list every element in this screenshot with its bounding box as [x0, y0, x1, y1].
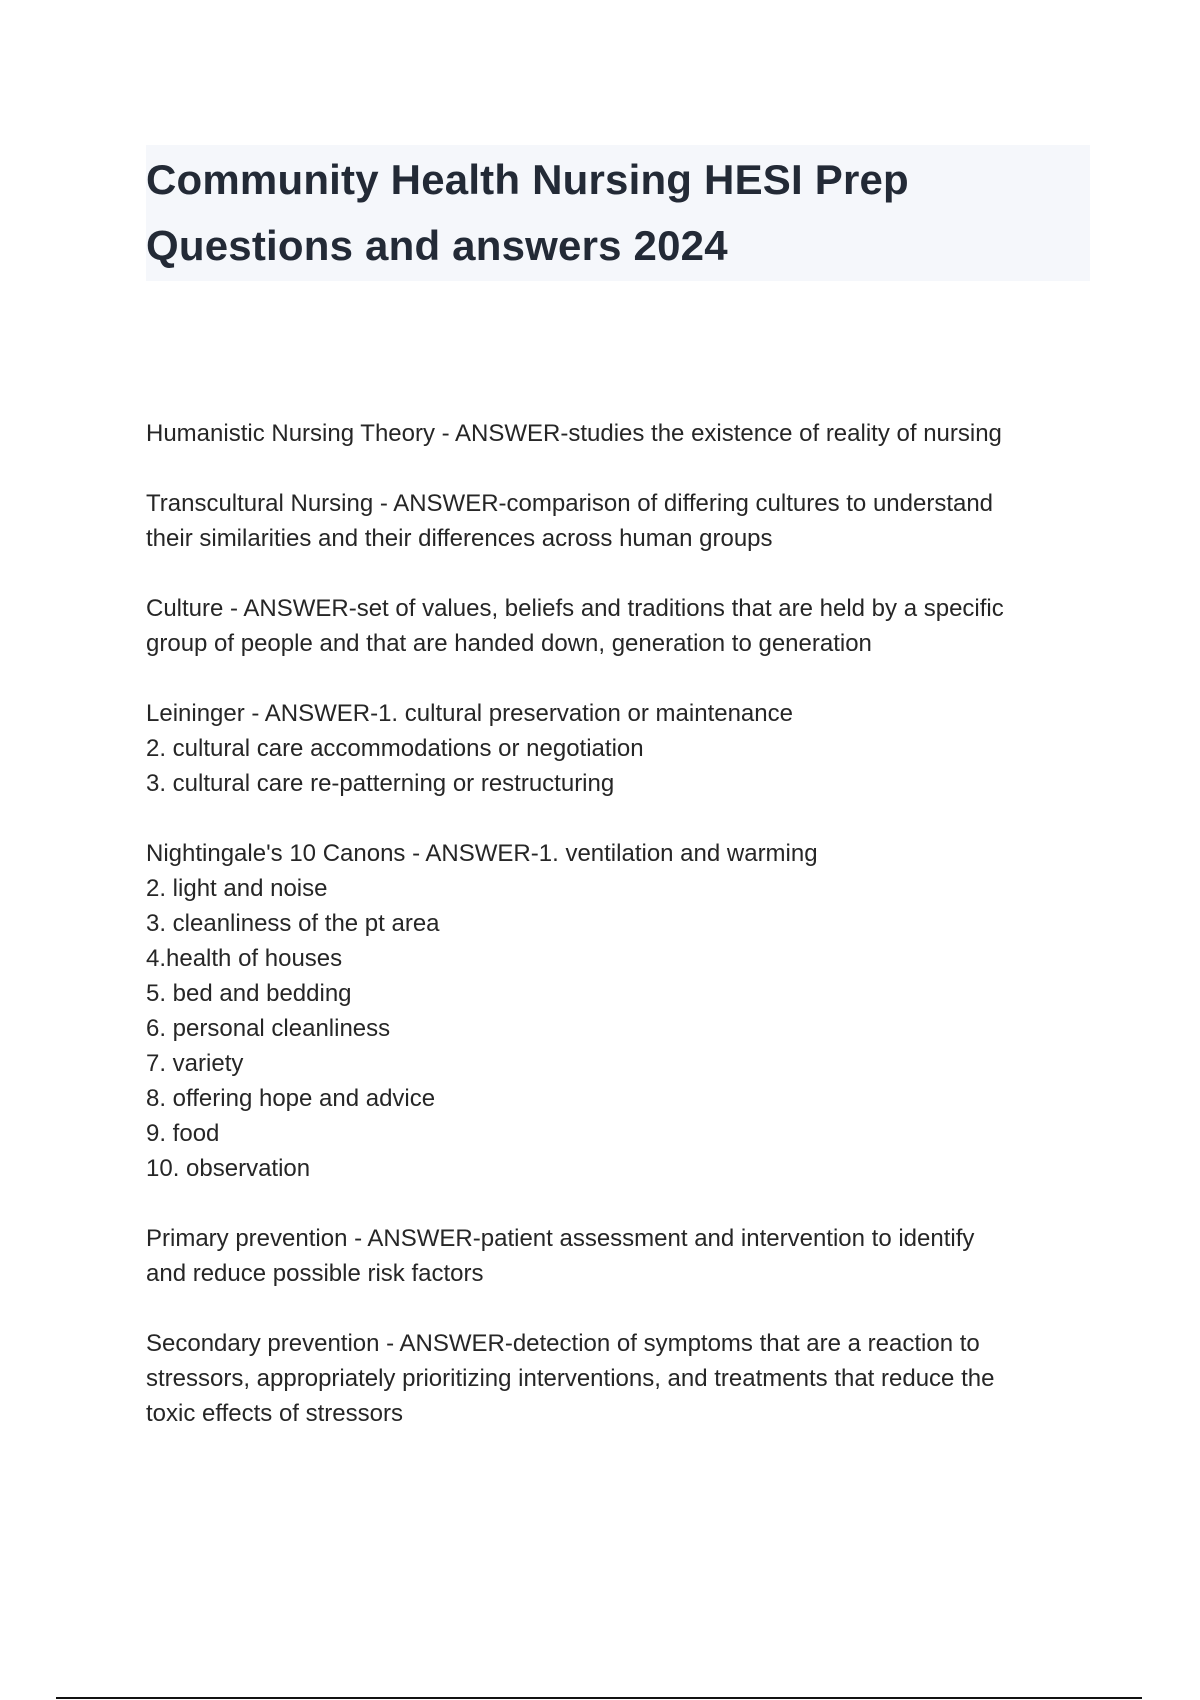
qa-entry-primary-prevention [146, 1221, 1106, 1291]
qa-line: toxic effects of stressors [146, 1400, 403, 1427]
qa-entry-culture [146, 591, 1106, 661]
qa-line: group of people and that are handed down, generation to generation [146, 630, 872, 657]
qa-entry-transcultural-nursing [146, 486, 1106, 556]
qa-line: 3. cleanliness of the pt area [146, 910, 440, 937]
qa-entry-leininger [146, 696, 1106, 801]
qa-line: Leininger - ANSWER-1. cultural preservation or maintenance [146, 700, 793, 727]
qa-entry-nightingale-canons [146, 836, 1106, 1186]
document-title-line-2: Questions and answers 2024 [146, 222, 728, 269]
qa-line: 7. variety [146, 1050, 244, 1077]
qa-entry-secondary-prevention [146, 1326, 1106, 1431]
qa-list [146, 416, 1106, 1466]
qa-line: 6. personal cleanliness [146, 1015, 391, 1042]
qa-line: 10. observation [146, 1155, 311, 1182]
qa-line: 2. cultural care accommodations or negotiation [146, 735, 644, 762]
qa-line: 5. bed and bedding [146, 980, 352, 1007]
document-title-line-1: Community Health Nursing HESI Prep [146, 156, 909, 203]
qa-line: Secondary prevention - ANSWER-detection of symptoms that are a reaction to [146, 1330, 980, 1357]
qa-line: Nightingale's 10 Canons - ANSWER-1. ventilation and warming [146, 840, 818, 867]
qa-entry-humanistic-nursing-theory [146, 416, 1106, 451]
qa-line: 8. offering hope and advice [146, 1085, 436, 1112]
qa-line: their similarities and their differences across human groups [146, 525, 773, 552]
qa-line: 9. food [146, 1120, 220, 1147]
qa-line: 2. light and noise [146, 875, 328, 902]
qa-line: and reduce possible risk factors [146, 1260, 484, 1287]
qa-line: Primary prevention - ANSWER-patient assessment and intervention to identify [146, 1225, 975, 1252]
qa-line: Culture - ANSWER-set of values, beliefs and traditions that are held by a specific [146, 595, 1004, 622]
qa-line: Humanistic Nursing Theory - ANSWER-studies the existence of reality of nursing [146, 420, 1002, 447]
qa-line: 4.health of houses [146, 945, 343, 972]
qa-line: Transcultural Nursing - ANSWER-comparison of differing cultures to understand [146, 490, 994, 517]
qa-line: stressors, appropriately prioritizing interventions, and treatments that reduce the [146, 1365, 995, 1392]
footer-divider [56, 1697, 1142, 1699]
title-banner [146, 145, 1090, 281]
qa-line: 3. cultural care re-patterning or restructuring [146, 770, 615, 797]
